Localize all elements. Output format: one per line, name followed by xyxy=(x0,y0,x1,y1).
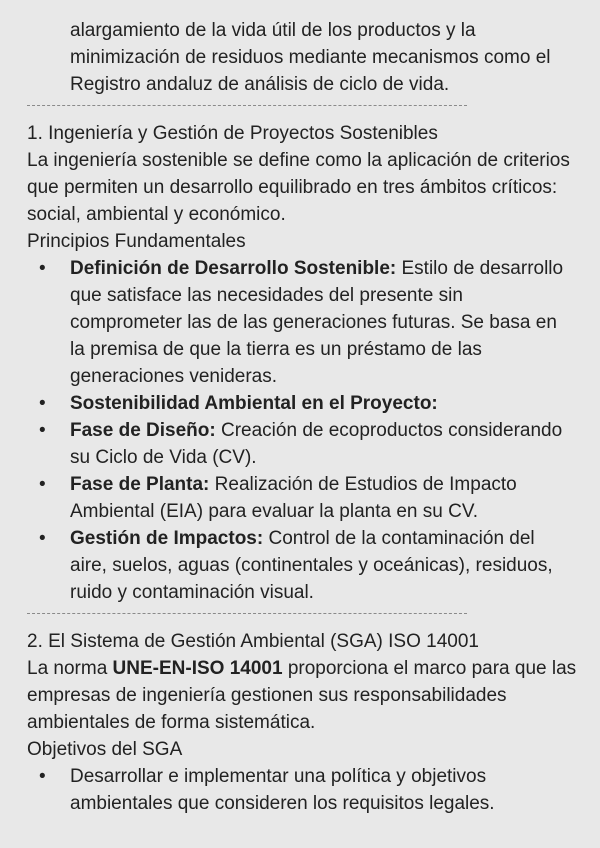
divider xyxy=(27,98,467,106)
section-2-title: 2. El Sistema de Gestión Ambiental (SGA) ISO 14001 xyxy=(27,631,480,652)
section-1-title: 1. Ingeniería y Gestión de Proyectos Sostenibles xyxy=(27,123,438,144)
intro-fragment: alargamiento de la vida útil de los productos y la minimización de residuos mediante mecanismos como el Registro andaluz de análisis de ciclo de vida. xyxy=(70,20,551,95)
bullet-icon: • xyxy=(39,393,46,414)
item-term: Gestión de Impactos: xyxy=(70,528,264,549)
section-1-subheading: Principios Fundamentales xyxy=(27,231,246,252)
item-term: Sostenibilidad Ambiental en el Proyecto: xyxy=(70,393,438,414)
section-2-paragraph xyxy=(27,655,577,736)
section-1 xyxy=(0,120,600,606)
item-text: Control de la contaminación del aire, suelos, aguas (continentales y oceánicas), residuos, ruido y contaminación visual. xyxy=(70,528,553,603)
item-text: Creación de ecoproductos considerando su Ciclo de Vida (CV). xyxy=(70,420,563,468)
item-term: Definición de Desarrollo Sostenible: xyxy=(70,258,397,279)
item-text: Realización de Estudios de Impacto Ambiental (EIA) para evaluar la planta en su CV. xyxy=(70,474,517,522)
para-text: proporciona el marco para que las empresas de ingeniería gestionen sus responsabilidades ambientales de forma sistemática. xyxy=(27,658,577,733)
item-text: Estilo de desarrollo que satisface las necesidades del presente sin comprometer las de las generaciones futuras. Se basa en la premisa de que la tierra es un préstamo de las generaciones venideras. xyxy=(70,258,564,387)
list-item xyxy=(0,417,570,471)
item-text: Desarrollar e implementar una política y objetivos ambientales que consideren los requisitos legales. xyxy=(70,766,495,814)
bullet-icon: • xyxy=(39,766,46,787)
section-2 xyxy=(0,628,600,817)
para-text: La norma xyxy=(27,658,113,679)
objectives-list xyxy=(0,763,600,817)
list-item xyxy=(0,255,570,390)
list-item xyxy=(0,763,570,817)
principles-list xyxy=(0,255,600,606)
bullet-icon: • xyxy=(39,474,46,495)
para-term: UNE-EN-ISO 14001 xyxy=(112,658,283,679)
bullet-icon: • xyxy=(39,528,46,549)
section-2-subheading: Objetivos del SGA xyxy=(27,739,183,760)
item-term: Fase de Planta: xyxy=(70,474,210,495)
bullet-icon: • xyxy=(39,258,46,279)
divider xyxy=(27,606,467,614)
list-item xyxy=(0,390,570,417)
item-term: Fase de Diseño: xyxy=(70,420,216,441)
section-1-paragraph: La ingeniería sostenible se define como la aplicación de criterios que permiten un desarrollo equilibrado en tres ámbitos críticos: social, ambiental y económico. xyxy=(27,150,570,225)
bullet-icon: • xyxy=(39,420,46,441)
list-item xyxy=(0,471,570,525)
list-item xyxy=(0,525,570,606)
